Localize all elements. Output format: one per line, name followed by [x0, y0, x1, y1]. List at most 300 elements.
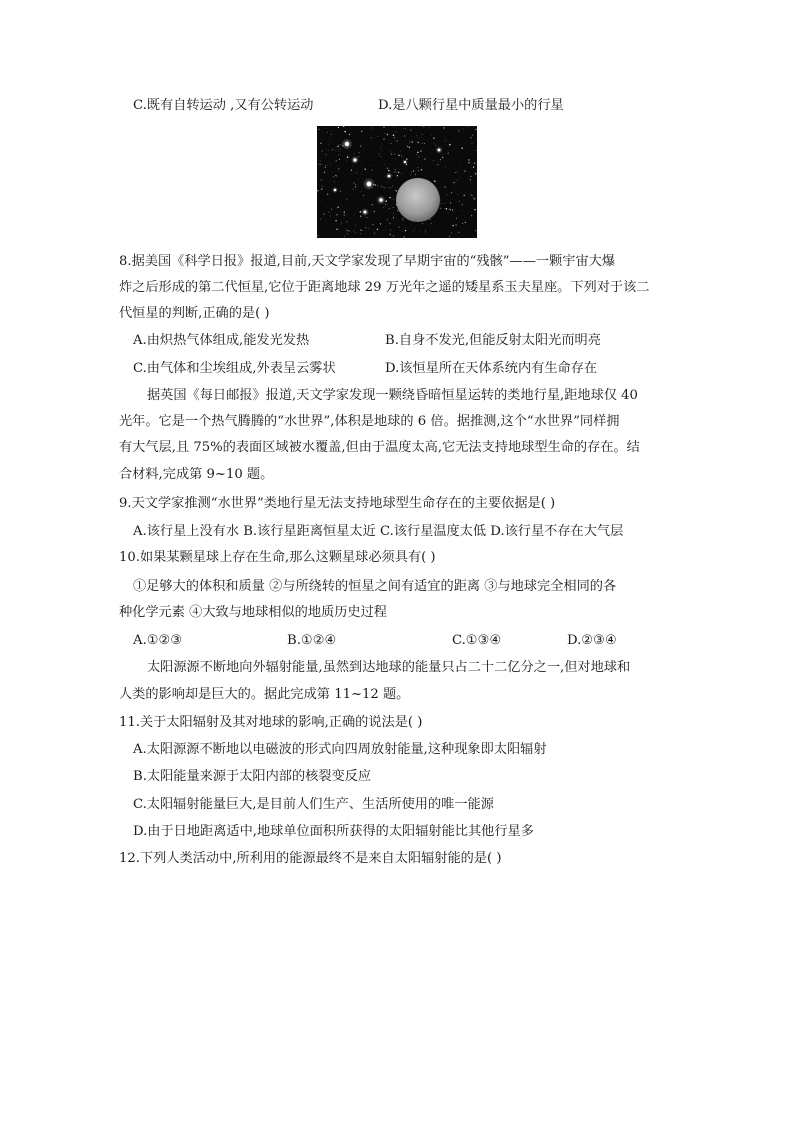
- star: [468, 159, 469, 160]
- star: [338, 127, 339, 128]
- star: [393, 235, 395, 237]
- star: [373, 165, 374, 166]
- star: [424, 158, 425, 159]
- star: [385, 204, 386, 205]
- star: [330, 142, 331, 143]
- star: [417, 142, 419, 144]
- star: [459, 178, 460, 179]
- star: [390, 151, 391, 152]
- star: [361, 165, 362, 166]
- star: [387, 134, 389, 136]
- star: [472, 226, 473, 227]
- star: [440, 208, 441, 209]
- star: [455, 224, 456, 225]
- star: [353, 231, 354, 232]
- star: [459, 129, 460, 130]
- star: [335, 175, 336, 176]
- star: [360, 211, 361, 212]
- star: [395, 171, 396, 172]
- star: [393, 217, 394, 218]
- star: [393, 207, 394, 208]
- star: [443, 141, 444, 142]
- star: [360, 233, 361, 234]
- star: [338, 207, 339, 208]
- star: [422, 224, 423, 225]
- star: [435, 145, 436, 146]
- star: [349, 230, 350, 231]
- bright-star: [404, 161, 406, 163]
- star: [388, 170, 389, 171]
- q8-option-d: D.该恒星所在天体系统内有生命存在: [385, 361, 598, 376]
- bright-star: [353, 158, 356, 161]
- star: [344, 130, 345, 131]
- star: [321, 188, 322, 189]
- star: [327, 132, 328, 133]
- passage-sun-line-1: 太阳源源不断地向外辐射能量,虽然到达地球的能量只占二十二亿分之一,但对地球和: [147, 660, 631, 675]
- star: [454, 216, 455, 217]
- star: [465, 222, 466, 223]
- star: [470, 176, 472, 178]
- star: [383, 207, 384, 208]
- star: [402, 157, 403, 158]
- star: [403, 220, 404, 221]
- star: [389, 223, 390, 224]
- star: [471, 195, 472, 196]
- star: [389, 208, 390, 209]
- star: [433, 160, 434, 161]
- star: [475, 129, 476, 130]
- star: [355, 186, 356, 187]
- star: [414, 169, 415, 170]
- q8-option-a: A.由炽热气体组成,能发光发热: [133, 333, 310, 348]
- star: [368, 228, 369, 229]
- star: [328, 144, 329, 145]
- star: [393, 135, 395, 137]
- q9-stem: 9.天文学家推测“水世界”类地行星无法支持地球型生命存在的主要依据是( ): [119, 496, 556, 511]
- star: [410, 175, 411, 176]
- star: [444, 186, 445, 187]
- star: [420, 231, 421, 232]
- star: [445, 140, 446, 141]
- star: [449, 146, 450, 147]
- star: [337, 146, 338, 147]
- star: [452, 210, 453, 211]
- star: [336, 160, 337, 161]
- star: [422, 223, 423, 224]
- passage-sun-line-2: 人类的影响却是巨大的。据此完成第 11~12 题。: [119, 687, 410, 702]
- bright-star: [334, 189, 336, 191]
- star: [401, 155, 402, 156]
- star: [355, 184, 356, 185]
- star: [420, 150, 422, 152]
- star: [443, 127, 444, 128]
- star: [384, 187, 385, 188]
- star: [398, 227, 400, 229]
- star: [377, 185, 378, 186]
- star: [353, 189, 354, 190]
- q10-stem: 10.如果某颗星球上存在生命,那么这颗星球必须具有( ): [119, 550, 436, 565]
- star: [380, 223, 381, 224]
- star: [469, 162, 470, 163]
- star: [326, 207, 327, 208]
- star: [344, 215, 345, 216]
- bright-star: [388, 175, 391, 178]
- q8-stem-line-2: 炸之后形成的第二代恒星,它位于距离地球 29 万光年之遥的矮星系玉夫星座。下列对于该二: [119, 280, 650, 295]
- star: [385, 200, 387, 202]
- star: [449, 144, 451, 146]
- star: [383, 127, 384, 128]
- star: [379, 154, 380, 155]
- star: [474, 209, 476, 211]
- star: [395, 189, 396, 190]
- star: [468, 162, 469, 163]
- star: [394, 137, 395, 138]
- star: [425, 232, 426, 233]
- bright-star: [379, 198, 383, 202]
- passage-water-line-1: 据英国《每日邮报》报道,天文学家发现一颗绕昏暗恒星运转的类地行星,距地球仅 40: [147, 388, 638, 403]
- star: [395, 169, 396, 170]
- star: [329, 138, 330, 139]
- star: [381, 151, 382, 152]
- star: [384, 138, 385, 139]
- star: [327, 194, 328, 195]
- star: [383, 186, 384, 187]
- star: [328, 151, 329, 152]
- star: [340, 144, 341, 145]
- star: [360, 145, 361, 146]
- star: [473, 184, 474, 185]
- star: [409, 142, 410, 143]
- star: [334, 181, 335, 182]
- bright-star: [367, 182, 372, 187]
- star: [464, 171, 465, 172]
- star: [353, 182, 355, 184]
- star: [349, 134, 350, 135]
- star: [391, 153, 392, 154]
- star: [354, 215, 355, 216]
- q11-stem: 11.关于太阳辐射及其对地球的影响,正确的说法是( ): [119, 715, 423, 730]
- star: [440, 207, 441, 208]
- star: [335, 163, 336, 164]
- star: [462, 223, 463, 224]
- star: [397, 210, 398, 211]
- star: [422, 134, 423, 135]
- passage-water-line-4: 合材料,完成第 9~10 题。: [119, 467, 274, 482]
- star: [385, 229, 386, 230]
- star: [473, 146, 474, 147]
- star: [464, 195, 465, 196]
- passage-water-line-2: 光年。它是一个热气腾腾的“水世界”,体积是地球的 6 倍。据推测,这个“水世界”同样拥: [119, 414, 620, 429]
- star: [380, 147, 381, 148]
- star: [331, 209, 332, 210]
- star: [365, 227, 366, 228]
- option-c: C.既有自转运动 ,又有公转运动: [133, 98, 314, 113]
- star: [349, 185, 350, 186]
- q10-option-d: D.②③④: [567, 633, 617, 648]
- bright-star: [438, 149, 441, 152]
- star: [335, 220, 336, 221]
- star: [407, 146, 408, 147]
- star: [374, 233, 375, 234]
- star: [318, 163, 319, 164]
- star: [328, 212, 329, 213]
- star: [440, 159, 441, 160]
- star: [363, 195, 364, 196]
- star: [372, 196, 373, 197]
- star: [320, 164, 321, 165]
- star: [416, 154, 417, 155]
- star: [471, 143, 472, 144]
- star: [322, 186, 323, 187]
- star: [361, 230, 362, 231]
- star: [461, 147, 463, 149]
- star: [374, 154, 375, 155]
- star: [429, 127, 430, 128]
- star: [456, 180, 457, 181]
- star: [462, 210, 463, 211]
- star: [418, 156, 419, 157]
- star: [444, 203, 445, 204]
- star: [380, 156, 381, 157]
- star: [320, 164, 321, 165]
- star: [473, 166, 474, 167]
- star: [398, 155, 399, 156]
- star: [391, 143, 392, 144]
- star: [458, 140, 459, 141]
- q11-option-b: B.太阳能量来源于太阳内部的核裂变反应: [133, 769, 372, 784]
- star: [472, 158, 473, 159]
- star: [450, 209, 451, 210]
- star: [421, 169, 422, 170]
- star: [473, 236, 474, 237]
- star: [356, 210, 357, 211]
- q10-option-b: B.①②④: [287, 633, 337, 648]
- star: [418, 170, 419, 171]
- star: [330, 216, 331, 217]
- star: [459, 164, 460, 165]
- star: [413, 231, 414, 232]
- star: [471, 194, 472, 195]
- star: [412, 141, 413, 142]
- star: [384, 176, 385, 177]
- star: [474, 198, 475, 199]
- star: [422, 143, 423, 144]
- star: [346, 199, 347, 200]
- star: [374, 211, 375, 212]
- q11-option-c: C.太阳辐射能量巨大,是目前人们生产、生活所使用的唯一能源: [133, 797, 494, 812]
- star: [332, 149, 333, 150]
- star: [346, 221, 347, 222]
- star: [326, 154, 327, 155]
- star: [344, 131, 346, 133]
- q8-stem-line-1: 8.据美国《科学日报》报道,目前,天文学家发现了早期宇宙的“残骸”——一颗宇宙大爆: [119, 254, 616, 269]
- star: [347, 234, 348, 235]
- star: [434, 180, 436, 182]
- star: [475, 173, 477, 175]
- star: [388, 182, 389, 183]
- star: [455, 189, 456, 190]
- star: [456, 218, 457, 219]
- star: [413, 170, 414, 171]
- star: [411, 172, 412, 173]
- star: [384, 165, 385, 166]
- star: [372, 224, 373, 225]
- star: [335, 150, 336, 151]
- star: [450, 202, 451, 203]
- star: [361, 131, 362, 132]
- star: [425, 230, 426, 231]
- starfield-image: [317, 126, 477, 238]
- bright-star: [364, 211, 367, 214]
- star: [471, 215, 473, 217]
- star: [389, 197, 390, 198]
- star: [394, 127, 395, 128]
- star: [404, 128, 405, 129]
- star: [321, 179, 322, 180]
- star: [453, 182, 454, 183]
- star: [470, 179, 471, 180]
- star: [404, 236, 405, 237]
- star: [410, 129, 411, 130]
- star: [392, 185, 393, 186]
- star: [471, 137, 472, 138]
- star: [434, 144, 435, 145]
- star: [387, 168, 388, 169]
- passage-water-line-3: 有大气层,且 75%的表面区域被水覆盖,但由于温度太高,它无法支持地球型生命的存在。结: [119, 440, 640, 455]
- star: [461, 204, 462, 205]
- q12-stem: 12.下列人类活动中,所利用的能源最终不是来自太阳辐射能的是( ): [119, 851, 502, 866]
- star: [336, 214, 337, 215]
- star: [319, 129, 320, 130]
- star: [336, 229, 337, 230]
- q10-option-a: A.①②③: [133, 633, 183, 648]
- star: [339, 159, 340, 160]
- star: [447, 194, 448, 195]
- star: [460, 189, 461, 190]
- star: [418, 167, 419, 168]
- star: [455, 172, 456, 173]
- star: [445, 172, 446, 173]
- star: [446, 167, 447, 168]
- star: [401, 173, 402, 174]
- star: [383, 139, 384, 140]
- star: [449, 209, 450, 210]
- star: [458, 131, 459, 132]
- star: [472, 135, 473, 136]
- star: [323, 213, 325, 215]
- star: [441, 203, 442, 204]
- star: [377, 229, 378, 230]
- star: [359, 152, 360, 153]
- star: [442, 154, 443, 155]
- star: [367, 217, 368, 218]
- star: [346, 230, 347, 231]
- star: [424, 143, 425, 144]
- star: [326, 148, 327, 149]
- q11-option-a: A.太阳源源不断地以电磁波的形式向四周放射能量,这种现象即太阳辐射: [133, 742, 547, 757]
- q8-option-c: C.由气体和尘埃组成,外表呈云雾状: [133, 361, 336, 376]
- star: [329, 224, 330, 225]
- star: [446, 208, 448, 210]
- star: [400, 151, 401, 152]
- star: [340, 191, 341, 192]
- star: [452, 225, 453, 226]
- star: [457, 172, 458, 173]
- star: [473, 198, 474, 199]
- star: [416, 137, 417, 138]
- star: [320, 143, 321, 144]
- star: [393, 199, 394, 200]
- star: [364, 140, 365, 141]
- star: [327, 165, 328, 166]
- star: [325, 167, 326, 168]
- star: [451, 192, 452, 193]
- star: [449, 236, 450, 237]
- star: [442, 157, 443, 158]
- star: [364, 169, 365, 170]
- star: [320, 219, 321, 220]
- q11-option-d: D.由于日地距离适中,地球单位面积所获得的太阳辐射能比其他行星多: [133, 824, 534, 839]
- q10-item-line-1: ①足够大的体积和质量 ②与所绕转的恒星之间有适宜的距离 ③与地球完全相同的各: [133, 579, 617, 594]
- star: [393, 213, 394, 214]
- star: [404, 135, 405, 136]
- star: [338, 154, 339, 155]
- star: [405, 230, 406, 231]
- star: [355, 232, 356, 233]
- star: [459, 201, 460, 202]
- star: [387, 219, 388, 220]
- star: [469, 210, 470, 211]
- star: [331, 134, 332, 135]
- star: [320, 160, 321, 161]
- star: [317, 235, 318, 236]
- star: [447, 153, 449, 155]
- star: [324, 172, 325, 173]
- star: [347, 198, 348, 199]
- star: [419, 138, 420, 139]
- star: [319, 153, 320, 154]
- star: [415, 174, 416, 175]
- q8-stem-line-3: 代恒星的判断,正确的是( ): [119, 306, 270, 321]
- star: [355, 225, 356, 226]
- star: [414, 229, 415, 230]
- star: [474, 162, 476, 164]
- star: [389, 187, 390, 188]
- star: [377, 136, 378, 137]
- star: [357, 179, 358, 180]
- star: [371, 170, 372, 171]
- star: [394, 154, 395, 155]
- star: [338, 168, 339, 169]
- star: [341, 222, 342, 223]
- star: [405, 128, 406, 129]
- star: [336, 147, 337, 148]
- star: [412, 141, 413, 142]
- star: [475, 230, 476, 231]
- star: [401, 231, 402, 232]
- star: [372, 128, 373, 129]
- star: [352, 165, 353, 166]
- star: [338, 151, 339, 152]
- star: [321, 150, 323, 152]
- star: [402, 218, 403, 219]
- option-d: D.是八颗行星中质量最小的行星: [378, 98, 564, 113]
- star: [397, 175, 398, 176]
- star: [351, 169, 352, 170]
- star: [416, 135, 417, 136]
- star: [361, 191, 362, 192]
- star: [433, 138, 434, 139]
